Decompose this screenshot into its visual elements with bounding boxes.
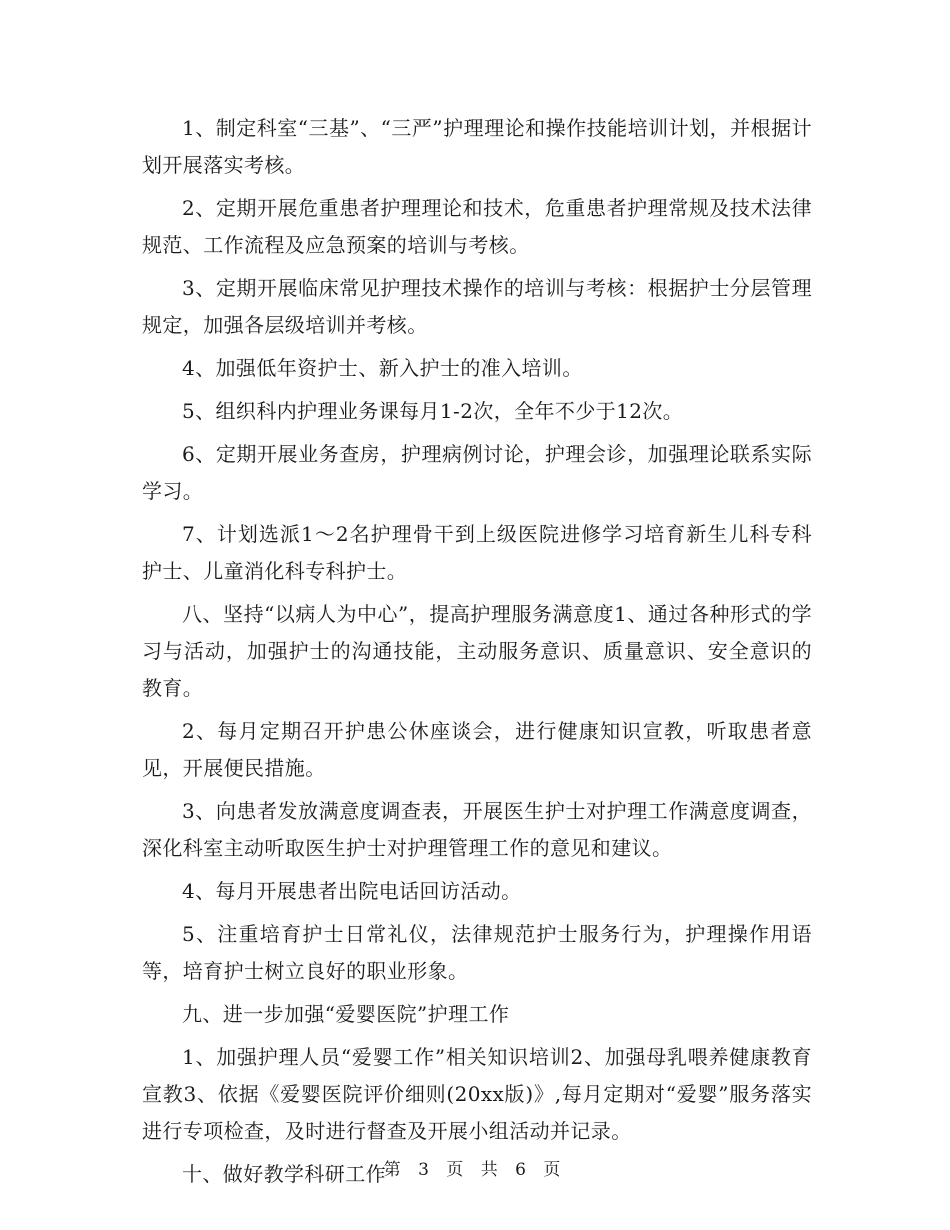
paragraph: 4、每月开展患者出院电话回访活动。 [182, 879, 522, 903]
paragraph: 2、每月定期召开护患公休座谈会，进行健康知识宣教，听取患者意见，开展便民措施。 [142, 719, 812, 780]
page-number-footer: 第 3 页 共 6 页 [383, 1160, 567, 1180]
section-heading-10: 十、做好教学科研工作 [182, 1162, 386, 1186]
paragraph: 3、向患者发放满意度调查表，开展医生护士对护理工作满意度调查，深化科室主动听取医生护士对护理管理工作的意见和建议。 [142, 799, 812, 860]
document-body [142, 110, 812, 1199]
paragraph: 2、定期开展危重患者护理理论和技术，危重患者护理常规及技术法律规范、工作流程及应急预案的培训与考核。 [142, 196, 812, 257]
section-heading-8: 八、坚持“以病人为中心”，提高护理服务满意度1、通过各种形式的学习与活动，加强护士的沟通技能，主动服务意识、质量意识、安全意识的教育。 [142, 602, 812, 700]
paragraph: 5、注重培育护士日常礼仪，法律规范护士服务行为，护理操作用语等，培育护士树立良好的职业形象。 [142, 922, 812, 983]
section-heading-9: 九、进一步加强“爱婴医院”护理工作 [182, 1002, 510, 1026]
paragraph: 3、定期开展临床常见护理技术操作的培训与考核：根据护士分层管理规定，加强各层级培训并考核。 [142, 276, 812, 337]
paragraph: 1、制定科室“三基”、“三严”护理理论和操作技能培训计划，并根据计划开展落实考核。 [142, 116, 812, 177]
paragraph: 4、加强低年资护士、新入护士的准入培训。 [182, 356, 583, 380]
paragraph: 7、计划选派1～2名护理骨干到上级医院进修学习培育新生儿科专科护士、儿童消化科专科护士。 [142, 522, 812, 583]
paragraph: 1、加强护理人员“爱婴工作”相关知识培训2、加强母乳喂养健康教育宣教3、依据《爱婴医院评价细则(20xx版)》,每月定期对“爱婴”服务落实进行专项检查，及时进行督查及开展小组活动并记录。 [142, 1045, 812, 1143]
paragraph: 5、组织科内护理业务课每月1-2次，全年不少于12次。 [182, 399, 684, 423]
paragraph: 6、定期开展业务查房，护理病例讨论，护理会诊，加强理论联系实际学习。 [142, 442, 812, 503]
